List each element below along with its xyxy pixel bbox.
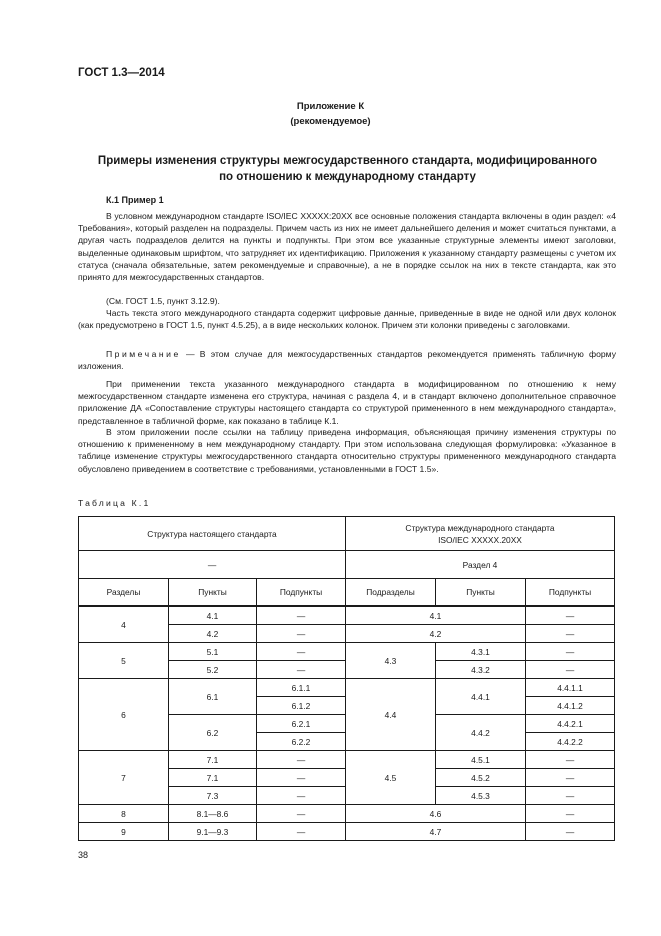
cell-intl-punkt: 4.4.1 — [436, 679, 526, 715]
table-column-headers — [79, 579, 615, 607]
cell-podpunkt: — — [257, 769, 346, 787]
cell-podpunkt: 6.1.1 — [257, 679, 346, 697]
paragraph-4: При применении текста указанного международного стандарта в модифицированном по отношению к нему межгосударственном стандарте изменена его структура, начиная с раздела 4, и в стандарт включено дополнительное справочное приложение ДА «Сопоставление структуры настоящего стандарта со структурой примененного в нем международного стандарта», представленное в табличной форме, как показано в таблице К.1. — [78, 379, 616, 426]
cell-podpunkt: — — [257, 823, 346, 841]
main-title — [0, 153, 661, 185]
table-row — [79, 751, 615, 769]
annex-title: Приложение К — [296, 101, 365, 112]
cell-punkt: 4.2 — [169, 625, 257, 643]
cell-razdel: 4 — [79, 606, 169, 643]
left-section: — — [79, 551, 346, 579]
main-title-line2: по отношению к международному стандарту — [219, 171, 476, 183]
cell-intl-punkt: 4.5.1 — [436, 751, 526, 769]
cell-razdel: 6 — [79, 679, 169, 751]
cell-intl-podpunkt: 4.4.1.2 — [526, 697, 615, 715]
cell-podrazdel: 4.4 — [346, 679, 436, 751]
cell-intl-podpunkt: — — [526, 787, 615, 805]
cell-podrazdel: 4.3 — [346, 643, 436, 679]
cell-podpunkt: — — [257, 661, 346, 679]
cell-punkt: 6.2 — [169, 715, 257, 751]
cell-intl-podpunkt: — — [526, 751, 615, 769]
cell-intl-podpunkt: 4.4.1.1 — [526, 679, 615, 697]
cell-punkt: 7.3 — [169, 787, 257, 805]
cell-intl-podpunkt: — — [526, 661, 615, 679]
right-header-line1: Структура международного стандарта — [405, 522, 555, 533]
structure-table — [78, 516, 615, 841]
paragraph-5: В этом приложении после ссылки на таблицу приведена информация, объясняющая причину изменения структуры по отношению к примененному в нем международному стандарту. При этом использована следующая формулировка: «Указанное в таблице изменение структуры межгосударственного стандарта относительно структуры примененного международного стандарта обусловлено приведением в соответствие с требованиями, установленными в ГОСТ 1.5». — [78, 427, 616, 474]
cell-razdel: 8 — [79, 805, 169, 823]
cell-punkt: 5.1 — [169, 643, 257, 661]
table-row — [79, 643, 615, 661]
annex-heading — [0, 99, 661, 129]
cell-podpunkt: 6.2.1 — [257, 715, 346, 733]
table-row — [79, 805, 615, 823]
cell-punkt: 8.1—8.6 — [169, 805, 257, 823]
cell-intl-podpunkt: — — [526, 823, 615, 841]
right-header — [346, 517, 615, 551]
table-label: Таблица К.1 — [78, 498, 151, 508]
col-header: Подразделы — [346, 579, 436, 607]
table-header-row — [79, 517, 615, 551]
col-header: Разделы — [79, 579, 169, 607]
col-header: Подпункты — [526, 579, 615, 607]
left-header: Структура настоящего стандарта — [79, 517, 346, 551]
note — [78, 348, 616, 372]
cell-podpunkt: — — [257, 751, 346, 769]
cell-razdel: 5 — [79, 643, 169, 679]
table-row — [79, 606, 615, 625]
cell-podpunkt: — — [257, 606, 346, 625]
cell-intl: 4.1 — [346, 606, 526, 625]
cell-intl-podpunkt: 4.4.2.2 — [526, 733, 615, 751]
cell-intl-podpunkt: — — [526, 805, 615, 823]
note-text: — В этом случае для межгосударственных стандартов рекомендуется применять табличную форму изложения. — [78, 349, 616, 372]
cell-podpunkt: — — [257, 643, 346, 661]
document-header: ГОСТ 1.3—2014 — [78, 67, 165, 79]
cell-punkt: 7.1 — [169, 769, 257, 787]
cell-punkt: 5.2 — [169, 661, 257, 679]
cell-podrazdel: 4.5 — [346, 751, 436, 805]
cell-punkt: 4.1 — [169, 606, 257, 625]
right-section: Раздел 4 — [346, 551, 615, 579]
section-title: К.1 Пример 1 — [106, 195, 164, 205]
cell-intl-podpunkt: — — [526, 643, 615, 661]
note-label: Примечание — [106, 349, 181, 359]
cell-podpunkt: 6.2.2 — [257, 733, 346, 751]
table-section-row — [79, 551, 615, 579]
cell-intl-punkt: 4.3.2 — [436, 661, 526, 679]
cell-punkt: 6.1 — [169, 679, 257, 715]
annex-subtitle: (рекомендуемое) — [290, 116, 371, 127]
main-title-line1: Примеры изменения структуры межгосударственного стандарта, модифицированного — [97, 155, 598, 167]
page-number: 38 — [78, 850, 89, 860]
cell-podpunkt: 6.1.2 — [257, 697, 346, 715]
cell-punkt: 9.1—9.3 — [169, 823, 257, 841]
cell-intl-punkt: 4.3.1 — [436, 643, 526, 661]
cell-intl-podpunkt: — — [526, 769, 615, 787]
cell-punkt: 7.1 — [169, 751, 257, 769]
cell-intl-punkt: 4.5.3 — [436, 787, 526, 805]
col-header: Пункты — [169, 579, 257, 607]
cell-intl: 4.2 — [346, 625, 526, 643]
cell-intl: 4.7 — [346, 823, 526, 841]
cell-intl: 4.6 — [346, 805, 526, 823]
table-row — [79, 679, 615, 697]
paragraph-1: В условном международном стандарте ISO/IEC XXXXX:20XX все основные положения стандарта включены в один раздел: «4 Требования», который разделен на подразделы. Причем часть из них не имеет дальнейшего деления и может считаться пунктами, а другая часть подразделов делится на пункты и подпункты. При этом все указанные структурные элементы имеют заголовки, выделенные одинаковым шрифтом, что затрудняет их идентификацию. Приложения к указанному стандарту размещены с учетом их статуса (сначала обязательные, затем рекомендуемые и справочные), а не в порядке ссылок на них в тексте стандарта, как это принято для межгосударственных стандартов. — [78, 211, 616, 283]
cell-razdel: 7 — [79, 751, 169, 805]
right-header-line2: ISO/IEC XXXXX.20XX — [438, 534, 522, 545]
cell-intl-punkt: 4.5.2 — [436, 769, 526, 787]
cell-intl-podpunkt: — — [526, 606, 615, 625]
table-row — [79, 823, 615, 841]
cell-intl-punkt: 4.4.2 — [436, 715, 526, 751]
cell-intl-podpunkt: 4.4.2.1 — [526, 715, 615, 733]
col-header: Пункты — [436, 579, 526, 607]
col-header: Подпункты — [257, 579, 346, 607]
cell-podpunkt: — — [257, 625, 346, 643]
paragraph-2: (См. ГОСТ 1.5, пункт 3.12.9). — [106, 296, 220, 306]
paragraph-3: Часть текста этого международного стандарта содержит цифровые данные, приведенные в виде не одной или двух колонок (как предусмотрено в ГОСТ 1.5, пункт 4.5.25), а в виде нескольких колонок. Причем эти колонки приведены с заголовками. — [78, 308, 616, 331]
cell-intl-podpunkt: — — [526, 625, 615, 643]
cell-razdel: 9 — [79, 823, 169, 841]
cell-podpunkt: — — [257, 805, 346, 823]
cell-podpunkt: — — [257, 787, 346, 805]
